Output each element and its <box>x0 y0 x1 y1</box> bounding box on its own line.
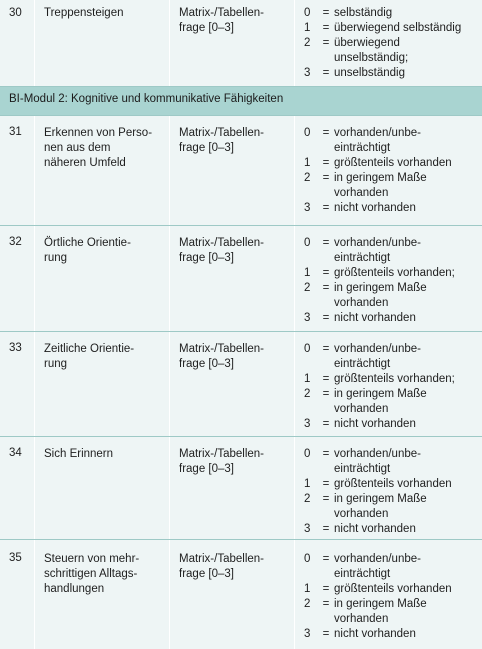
option-item: 1 = größtenteils vorhanden <box>304 478 452 490</box>
row-type: Matrix-/Tabellen- frage [0–3] <box>179 237 264 264</box>
row-divider <box>0 436 482 437</box>
row-name: Sich Erinnern <box>44 448 114 460</box>
option-item: 1 = größtenteils vorhanden <box>304 583 452 595</box>
option-item: 1 = größtenteils vorhanden; <box>304 267 455 279</box>
column-divider <box>294 0 295 86</box>
row-name: Zeitliche Orientie- rung <box>44 343 135 370</box>
option-item: 3 = nicht vorhanden <box>304 202 416 214</box>
option-item: 3 = nicht vorhanden <box>304 418 416 430</box>
option-item: 3 = nicht vorhanden <box>304 312 416 324</box>
column-divider <box>169 116 170 649</box>
option-item: 0 = vorhanden/unbe- <box>304 553 421 565</box>
column-divider <box>294 116 295 649</box>
table-row <box>0 332 482 436</box>
option-item: vorhanden <box>334 508 389 520</box>
row-type: Matrix-/Tabellen- frage [0–3] <box>179 448 264 475</box>
row-divider <box>0 331 482 332</box>
row-divider <box>0 539 482 540</box>
option-item: 2 = in geringem Maße <box>304 282 427 294</box>
column-divider <box>34 0 35 86</box>
option-item: 1 = überwiegend selbständig <box>304 22 462 34</box>
row-number: 35 <box>9 552 22 564</box>
option-item: 1 = größtenteils vorhanden <box>304 157 452 169</box>
row-options <box>304 552 482 642</box>
row-options <box>304 342 482 432</box>
table-row <box>0 116 482 225</box>
row-number: 31 <box>9 126 22 138</box>
option-item: 0 = vorhanden/unbe- <box>304 127 421 139</box>
row-name: Steuern von mehr- schrittigen Alltags- handlungen <box>44 553 140 595</box>
table-row <box>0 437 482 539</box>
row-options <box>304 447 482 537</box>
option-item: 3 = unselbständig <box>304 67 405 79</box>
row-name: Treppensteigen <box>44 7 124 19</box>
option-item: 2 = in geringem Maße <box>304 598 427 610</box>
option-item: einträchtigt <box>334 252 391 264</box>
option-item: 3 = nicht vorhanden <box>304 523 416 535</box>
option-item: einträchtigt <box>334 568 391 580</box>
option-item: 0 = selbständig <box>304 7 393 19</box>
table-row <box>0 226 482 331</box>
column-divider <box>169 0 170 86</box>
option-item: einträchtigt <box>334 463 391 475</box>
row-type: Matrix-/Tabellen- frage [0–3] <box>179 343 264 370</box>
row-name: Örtliche Orientie- rung <box>44 237 131 264</box>
option-item: unselbständig; <box>334 52 409 64</box>
option-item: 2 = überwiegend <box>304 37 400 49</box>
column-divider <box>34 116 35 649</box>
row-divider <box>0 115 482 116</box>
row-divider <box>0 86 482 87</box>
row-number: 34 <box>9 447 22 459</box>
row-type: Matrix-/Tabellen- frage [0–3] <box>179 7 264 34</box>
option-item: 0 = vorhanden/unbe- <box>304 237 421 249</box>
option-item: einträchtigt <box>334 142 391 154</box>
option-item: 1 = größtenteils vorhanden; <box>304 373 455 385</box>
option-item: vorhanden <box>334 297 389 309</box>
option-item: vorhanden <box>334 187 389 199</box>
option-item: vorhanden <box>334 613 389 625</box>
section-header <box>0 87 482 115</box>
option-item: 0 = vorhanden/unbe- <box>304 343 421 355</box>
row-number: 30 <box>9 7 22 19</box>
table-row <box>0 540 482 649</box>
row-type: Matrix-/Tabellen- frage [0–3] <box>179 127 264 154</box>
section-title: BI-Modul 2: Kognitive und kommunikative Fähigkeiten <box>9 93 284 105</box>
option-item: 0 = vorhanden/unbe- <box>304 448 421 460</box>
option-item: vorhanden <box>334 403 389 415</box>
table-row <box>0 0 482 86</box>
option-item: 3 = nicht vorhanden <box>304 628 416 640</box>
row-options <box>304 236 482 326</box>
row-number: 32 <box>9 236 22 248</box>
option-item: 2 = in geringem Maße <box>304 172 427 184</box>
option-item: einträchtigt <box>334 358 391 370</box>
row-options <box>304 126 482 216</box>
row-number: 33 <box>9 342 22 354</box>
row-divider <box>0 225 482 226</box>
option-item: 2 = in geringem Maße <box>304 493 427 505</box>
option-item: 2 = in geringem Maße <box>304 388 427 400</box>
row-name: Erkennen von Perso- nen aus dem näheren Umfeld <box>44 127 153 169</box>
row-options <box>304 6 482 81</box>
row-type: Matrix-/Tabellen- frage [0–3] <box>179 553 264 580</box>
